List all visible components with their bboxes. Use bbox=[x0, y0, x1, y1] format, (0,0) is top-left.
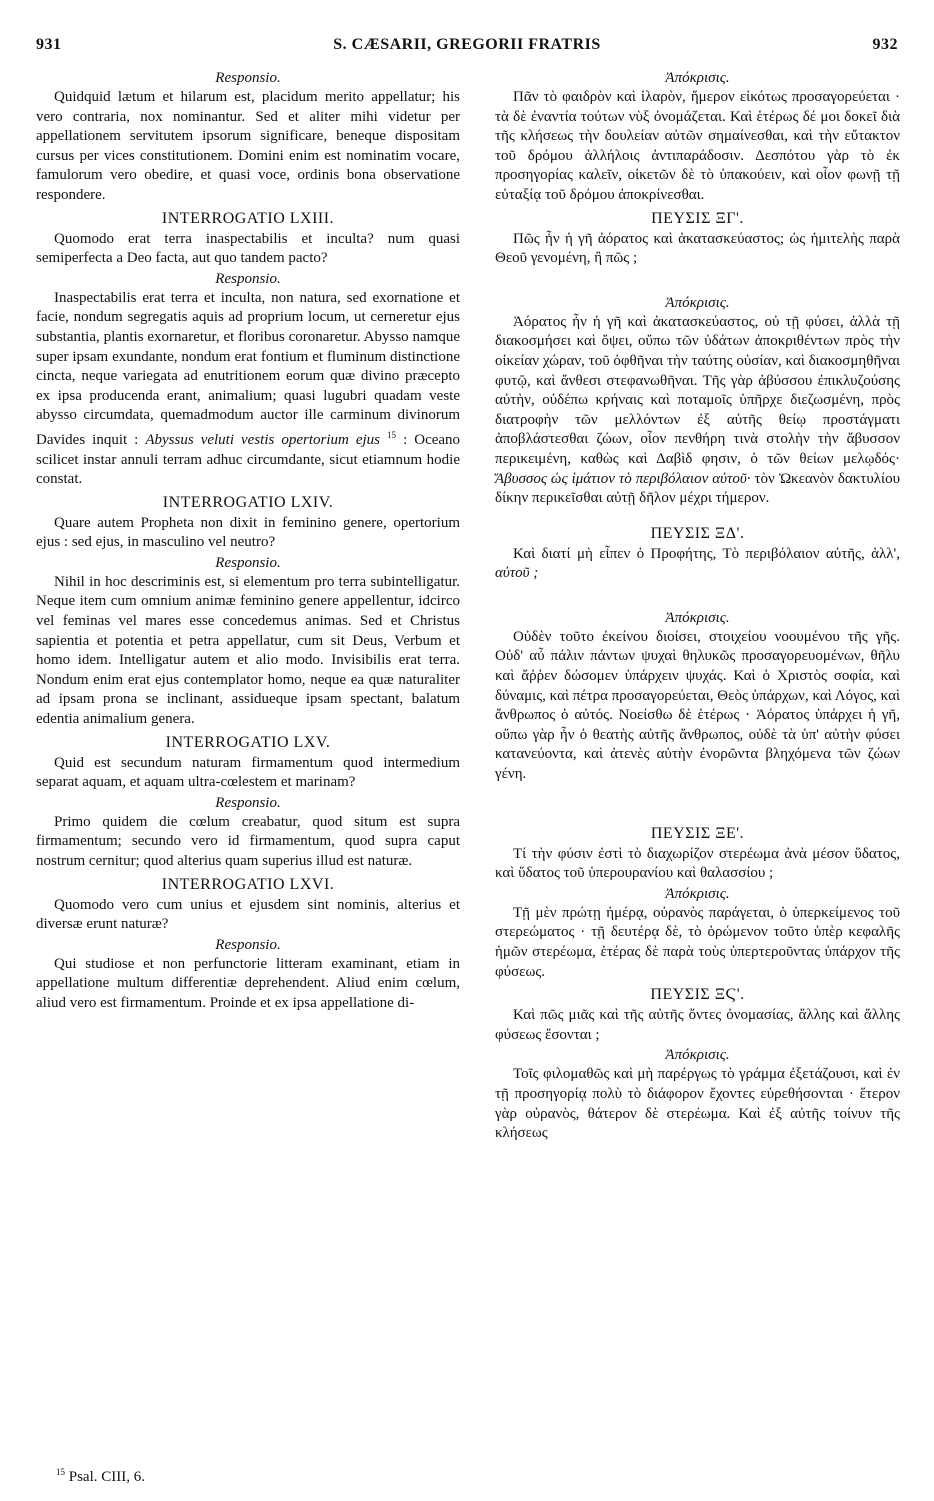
latin-question-heading: INTERROGATIO LXVI. bbox=[161, 875, 335, 893]
greek-paragraph: Τῇ μὲν πρώτῃ ἡμέρᾳ, οὐρανὸς παράγεται, ὁ ὑπερκείμενος τοῦ στερεώματος · τῇ δευτέρᾳ δὲ, τὸ ὁρώμενον τοῦτο ὑπὲρ κεφαλῆς ἡμῶν στερέωμα, ἑτέρας δὲ παρὰ τοὺς ὑπερτεροῦντας ὑπάρχον τῆς φύσεως. bbox=[495, 904, 900, 980]
latin-question-heading: INTERROGATIO LXIII. bbox=[161, 209, 335, 227]
page-number-left: 931 bbox=[36, 36, 62, 53]
page-number-right: 932 bbox=[872, 36, 898, 53]
greek-question: Τί τὴν φύσιν ἐστὶ τὸ διαχωρίζον στερέωμα ἀνὰ μέσον ὕδατος, καὶ ὕδατος τοῦ ὑπερουρανίου καὶ θαλασσίου ; bbox=[495, 845, 900, 882]
greek-text: Καὶ διατί μὴ εἶπεν ὁ Προφήτης, Τὸ περιβόλαιον αὐτῆς, ἀλλ', bbox=[513, 545, 900, 562]
latin-column bbox=[36, 68, 460, 1014]
greek-question: Πῶς ἦν ἡ γῆ ἀόρατος καὶ ἀκατασκεύαστος; ὡς ἡμιτελὴς παρὰ Θεοῦ γενομένη, ἢ πῶς ; bbox=[495, 230, 900, 267]
latin-question: Quare autem Propheta non dixit in feminino genere, opertorium ejus : sed ejus, in masculino vel neutro? bbox=[36, 514, 460, 551]
greek-italic-word: αὐτοῦ ; bbox=[495, 565, 539, 582]
greek-paragraph: Τοῖς φιλομαθῶς καὶ μὴ παρέργως τὸ γράμμα ἐξετάζουσι, καὶ ἐν τῇ προσηγορίᾳ πολὺ τὸ διάφορον ἔχοντες εὑρεθήσονται · ἕτερον γὰρ οὐρανὸς, θάτερον δὲ στερέωμα. Καὶ ἐξ αὐτῆς τοίνυν τῆς κλήσεως bbox=[495, 1066, 900, 1142]
greek-question bbox=[495, 545, 900, 584]
latin-responsio-heading: Responsio. bbox=[215, 270, 281, 287]
greek-apokrisis-heading: Ἀπόκρισις. bbox=[665, 294, 730, 311]
latin-text: Inaspectabilis erat terra et inculta, non natura, sed exornatione et facie, nondum segregatis aquis ad proprium locum, ut cerneretur ejus substantia, plantis exornaretur, et floribus coronaretur. Abysso namque super ipsam exundante, nondum erat fontium et fluminum distinctione cincta, neque variegata ad enutritionem eorum quæ divino præcepto ex ipsa producenda erant, animalium; quasi lugubri quadam veste abysso circumdata, quemadmodum auctor ille carminum divinorum Davides inquit : bbox=[36, 289, 460, 448]
latin-question: Quomodo vero cum unius et ejusdem sint nominis, alterius et diversæ erunt naturæ? bbox=[36, 896, 460, 933]
greek-apokrisis-heading: Ἀπόκρισις. bbox=[665, 1047, 730, 1064]
latin-question: Quomodo erat terra inaspectabilis et inculta? num quasi semiperfecta a Deo facta, aut quo tandem pacto? bbox=[36, 230, 460, 267]
latin-responsio-heading: Responsio. bbox=[215, 794, 281, 811]
greek-question: Καὶ πῶς μιᾶς καὶ τῆς αὐτῆς ὄντες ὀνομασίας, ἄλλης καὶ ἄλλης φύσεως ἔσονται ; bbox=[495, 1007, 900, 1043]
greek-question-heading: ΠΕΥΣΙΣ ΞΓ'. bbox=[651, 209, 744, 227]
greek-question-heading: ΠΕΥΣΙΣ ΞΕ'. bbox=[650, 824, 745, 842]
latin-question: Quid est secundum naturam firmamentum quod intermedium separat aquam, et aquam ultra-cœlestem et marinam? bbox=[36, 754, 460, 791]
latin-paragraph: Quidquid lætum et hilarum est, placidum merito appellatur; his vero contraria, nox nominantur. Sed et aliter mihi videtur per appellationem servitutem ipsorum significare, beneque dispositam cursus per vices constitutionem. Domini enim est nominatim vocare, famulorum vero obedire, et quasi voce, ordinis bona observatione respondere. bbox=[36, 89, 460, 203]
latin-question-heading: INTERROGATIO LXIV. bbox=[162, 493, 334, 511]
latin-responsio-heading: Responsio. bbox=[215, 70, 281, 86]
latin-paragraph bbox=[36, 289, 460, 490]
latin-responsio-heading: Responsio. bbox=[215, 554, 281, 571]
spacer bbox=[495, 509, 900, 521]
latin-responsio-heading: Responsio. bbox=[215, 936, 281, 953]
latin-paragraph: Qui studiose et non perfunctorie litteram examinant, etiam in appellatione multum differentiæ deprehendent. Aliud enim cœlum, aliud vero est firmamentum. Proinde et ex ipsa appellatione di- bbox=[36, 955, 460, 1011]
latin-paragraph: Primo quidem die cœlum creabatur, quod situm est supra firmamentum; secundo vero id firmamentum, quod supra caput nostrum cernitur; quod alterius quam superius illud est naturæ. bbox=[36, 813, 460, 869]
greek-question-heading: ΠΕΥΣΙΣ ΞϚ'. bbox=[650, 986, 745, 1004]
footnote-marker: 15 bbox=[56, 1467, 65, 1477]
running-head bbox=[36, 36, 898, 58]
footnote bbox=[56, 1467, 145, 1486]
greek-text: τὸν Ὠκεανὸν δακτυλίου δίκην περικεῖσθαι αὐτῇ δῆλον μέχρι τήμερον. bbox=[495, 470, 900, 507]
greek-text: Ἀόρατος ἦν ἡ γῆ καὶ ἀκατασκεύαστος, οὐ τῇ φύσει, ἀλλὰ τῇ διακοσμήσει καὶ ὄψει, οὔπω τῶν ὑδάτων ἀποκριθέντων πρὸς τὴν οἰκείαν χώραν, τοῦ ὀφθῆναι τὴν ταύτης οὐσίαν, καὶ διακοσμηθῆναι φυτῷ, καὶ ἄνθεσι στεφανωθῆναι. Τῆς γὰρ ἀβύσσου ἐπικλυζούσης αὐτὴν, οὐδέπω κρήναις καὶ ποταμοῖς ὑπῆρχε διεζωσμένη, πρὸς διατροφὴν τῶν μελλόντων ἐξ αὐτῆς θείῳ προστάγματι ἀποβλάστεσθαι ζώων, οἷον πενθήρη τινὰ στολὴν τὴν ἄβυσσον περικειμένη, καθὼς καὶ Δαβὶδ φησιν, ὁ τῶν θείων μελῳδός· bbox=[495, 313, 900, 467]
greek-paragraph bbox=[495, 313, 900, 509]
greek-paragraph: Οὐδὲν τοῦτο ἐκείνου διοίσει, στοιχείου νοουμένου τῆς γῆς. Οὐδ' αὖ πάλιν πάντων ψυχαὶ θηλυκῶς προσαγορευομένων, θῆλυ καὶ ἄῤῥεν δώσομεν ὑπάρχειν ψυχάς. Καὶ ὁ Χριστὸς σοφία, καὶ δύναμις, καὶ πέτρα προσαγορεύεται, Θεὸς ὑπάρχων, καὶ Λόγος, καὶ ἄνθρωπος ὁ αὐτός. Νοείσθω δὲ ἑτέρως · Ἀόρατος ὑπάρχει ἡ γῆ, οὔπω γὰρ ἦν ὁ θεατὴς αὐτῆς ἄνθρωπος, οὐδὲ τὰ ὑπ' αὐτὴν φύσει κατανεύοντα, καὶ ἀτενὲς αὐτὴν ἐνορῶντα βληχόμενα τῶν ζώων γένη. bbox=[495, 628, 900, 783]
greek-paragraph: Πᾶν τὸ φαιδρὸν καὶ ἱλαρὸν, ἥμερον εἰκότως προσαγορεύεται · τὰ δὲ ἐναντία τούτων νὺξ ὀνομάζεται. Καὶ ἑτέρως δέ μοι δοκεῖ διὰ τῆς κλήσεως τὴν δουλείαν αὐτῶν σημαίνεσθαι, καὶ τὴν εὔτακτον τοῦ δρόμου ἀλλήλοις ἀντιπαράδοσιν. Δεσπότου γὰρ τὸ ἐκ προσηγορίας καλεῖν, οἰκετῶν δὲ τὸ ὑπακούειν, καὶ οἷον φωνῇ τῇ εὐταξίᾳ τοῦ δρόμου ἀποκρίνεσθαι. bbox=[495, 89, 900, 203]
spacer bbox=[495, 269, 900, 293]
footnote-text: Psal. CIII, 6. bbox=[68, 1469, 145, 1485]
spacer bbox=[495, 809, 900, 821]
footnote-reference: 15 bbox=[387, 429, 397, 440]
greek-apokrisis-heading: Ἀπόκρισις. bbox=[665, 609, 730, 626]
spacer bbox=[495, 584, 900, 608]
running-title: S. CÆSARII, GREGORII FRATRIS bbox=[333, 36, 601, 53]
greek-apokrisis-heading: Ἀπόκρισις. bbox=[665, 70, 730, 86]
greek-question-heading: ΠΕΥΣΙΣ ΞΔ'. bbox=[650, 524, 745, 542]
greek-column bbox=[495, 68, 900, 1144]
latin-paragraph: Nihil in hoc descriminis est, si elementum pro terra subintelligatur. Neque item cum omnium animæ feminino genere appellentur, idcirco vel feminas vel mares esse concedemus animas. Sed et Christus sapientia et potentia et petra appellatur, cum sit Deus, Verbum et homo idem. Intelligatur autem et alio modo. Invisibilis erat terra. Nondum enim erat ejus contemplator homo, neque ea quæ naturaliter ad ipsam prona se inclinant, assidueque ipsam spectant, balatum edentia animalium genera. bbox=[36, 573, 460, 728]
latin-text: : Oceano scilicet instar annuli terram adhuc circumdante, sicut etiamnum hodie constat. bbox=[36, 431, 461, 488]
greek-apokrisis-heading: Ἀπόκρισις. bbox=[665, 885, 730, 902]
latin-quotation: Abyssus veluti vestis opertorium ejus bbox=[145, 431, 381, 448]
latin-question-heading: INTERROGATIO LXV. bbox=[165, 733, 331, 751]
greek-quotation: Ἄβυσσος ὡς ἱμάτιον τὸ περιβόλαιον αὐτοῦ· bbox=[495, 470, 751, 487]
spacer bbox=[495, 785, 900, 809]
